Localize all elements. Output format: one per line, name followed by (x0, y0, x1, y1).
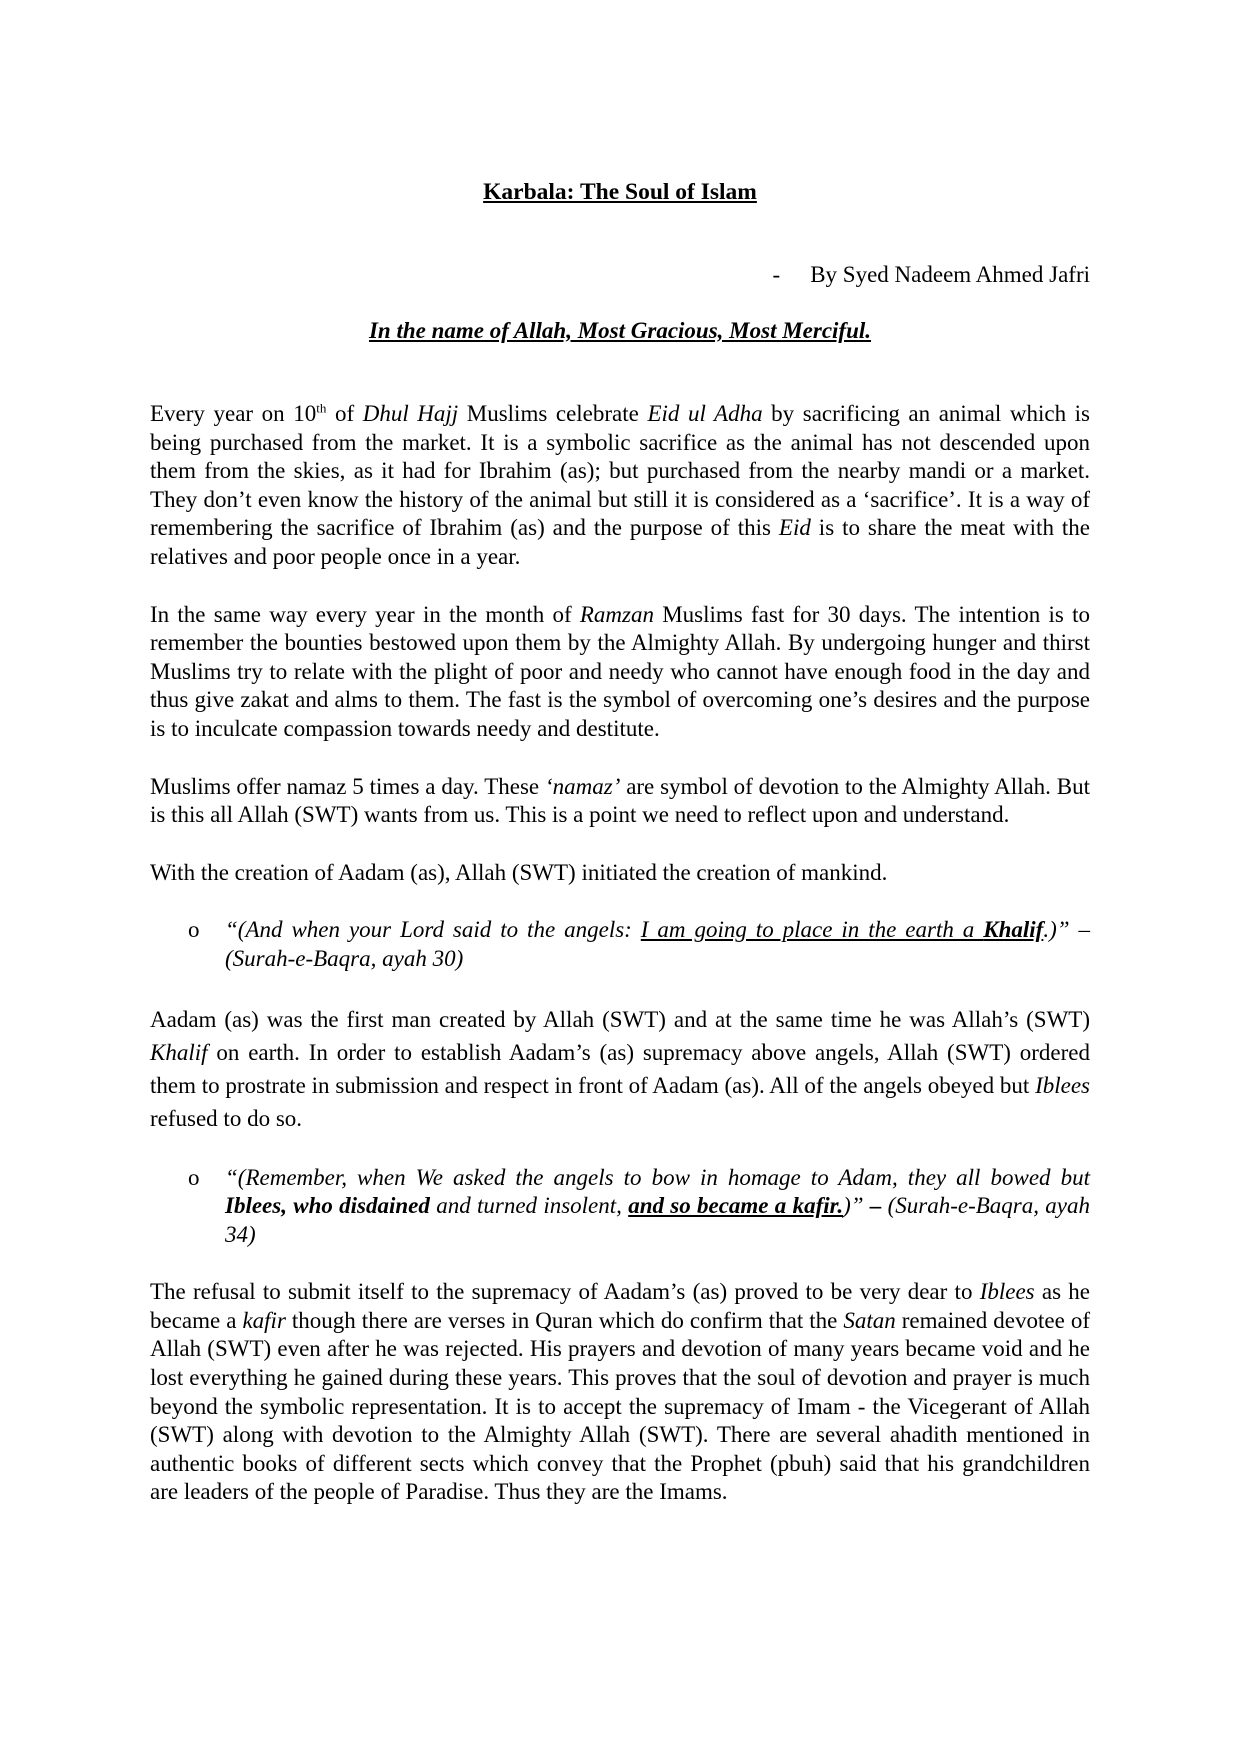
paragraph-refusal (150, 1278, 1090, 1507)
text-run: Aadam (as) was the first man created by Allah (SWT) and at the same time he was Allah’s (SWT) (150, 1006, 1090, 1032)
text-run: and turned insolent, (429, 1193, 629, 1219)
text-run: In the same way every year in the month of (150, 601, 580, 627)
text-run: remained devotee of Allah (SWT) even after he was rejected. His prayers and devotion of many years became void and he lost everything he gained during these years. This proves that the soul of devotion and prayer is much beyond the symbolic representation. It is to accept the supremacy of Imam - the Vicegerant of Allah (SWT) along with devotion to the Almighty Allah (SWT). There are several ahadith mentioned in authentic books of different sects which convey that the Prophet (pbuh) said that his grandchildren are leaders of the people of Paradise. Thus they are the Imams. (150, 1307, 1090, 1505)
bold-dash: – (869, 1193, 882, 1219)
byline-text: By Syed Nadeem Ahmed Jafri (810, 262, 1090, 287)
byline-dash: - (772, 262, 781, 287)
text-run: of (326, 401, 363, 426)
text-run: Muslims offer namaz 5 times a day. These (150, 773, 545, 799)
text-run: Every year on 10 (150, 401, 317, 426)
paragraph-eid (150, 400, 1090, 572)
italic-term: Iblees (979, 1279, 1035, 1305)
italic-term: ‘namaz’ (544, 773, 621, 799)
text-run: as he became a (150, 1279, 1091, 1333)
text-run: The refusal to submit itself to the supremacy of Aadam’s (as) proved to be very dear to (150, 1279, 980, 1305)
paragraph-creation: With the creation of Aadam (as), Allah (SWT) initiated the creation of mankind. (150, 859, 888, 885)
superscript: th (316, 400, 327, 416)
italic-term: Eid (778, 515, 811, 541)
text-run: .)” – (Surah-e-Baqra, ayah 30) (225, 917, 1090, 971)
italic-term: Khalif (150, 1039, 208, 1065)
italic-term: kafir (242, 1307, 286, 1333)
text-run: refused to do so. (150, 1105, 303, 1131)
text-run: “(And when your Lord said to the angels: (225, 917, 641, 943)
paragraph-namaz (150, 773, 1090, 830)
paragraph-aadam (150, 1003, 1090, 1135)
bullet-marker: o (188, 917, 200, 943)
bullet-marker: o (188, 1164, 200, 1190)
text-run: by sacrificing an animal which is being purchased from the market. It is a symbolic sacrifice as the animal has not descended upon them from the skies, as it had for Ibrahim (as); but purchased from the nearby mandi or a market. They don’t even know the history of the animal but still it is considered as a ‘sacrifice’. It is a way of remembering the sacrifice of Ibrahim (as) and the purpose of this (150, 401, 1091, 541)
quote-ayah-34 (150, 1164, 1090, 1250)
author-byline (150, 261, 1090, 290)
text-run: “(Remember, when We asked the angels to bow in homage to Adam, they all bowed but (225, 1164, 1090, 1190)
text-run: Muslims fast for 30 days. The intention is to remember the bounties bestowed upon them by the Almighty Allah. By undergoing hunger and thirst Muslims try to relate with the plight of poor and needy who cannot have enough food in the day and thus give zakat and alms to them. The fast is the symbol of overcoming one’s desires and the purpose is to inculcate compassion towards needy and destitute. (150, 601, 1090, 741)
italic-term: Satan (843, 1307, 896, 1333)
text-run: is to share the meat with the relatives and poor people once in a year. (150, 515, 1090, 569)
bold-underlined-term: and so became a kafir. (628, 1193, 844, 1219)
text-run: though there are verses in Quran which do confirm that the (285, 1307, 844, 1333)
italic-term: Eid ul Adha (647, 401, 763, 426)
paragraph-ramzan (150, 601, 1090, 744)
text-run: (Surah-e-Baqra, ayah 34) (225, 1193, 1090, 1247)
bold-underlined-term: Khalif (983, 917, 1044, 943)
bold-term: Iblees, who disdained (225, 1193, 430, 1219)
text-run: on earth. In order to establish Aadam’s (as) supremacy above angels, Allah (SWT) ordered them to prostrate in submission and respect in front of Aadam (as). All of the angels obeyed but (150, 1039, 1090, 1098)
italic-term: Ramzan (579, 601, 654, 627)
text-run: are symbol of devotion to the Almighty Allah. But is this all Allah (SWT) wants from us. This is a point we need to reflect upon and understand. (150, 773, 1090, 828)
quote-ayah-30 (150, 916, 1090, 973)
document-title: Karbala: The Soul of Islam (483, 179, 757, 205)
text-run: Muslims celebrate (458, 401, 648, 426)
italic-term: Iblees (1035, 1072, 1090, 1098)
document-body (150, 400, 1090, 1507)
invocation-heading: In the name of Allah, Most Gracious, Most Merciful. (368, 318, 872, 343)
underlined-text: I am going to place in the earth a (640, 917, 984, 943)
italic-term: Dhul Hajj (362, 401, 459, 426)
text-run: )” (843, 1193, 870, 1219)
